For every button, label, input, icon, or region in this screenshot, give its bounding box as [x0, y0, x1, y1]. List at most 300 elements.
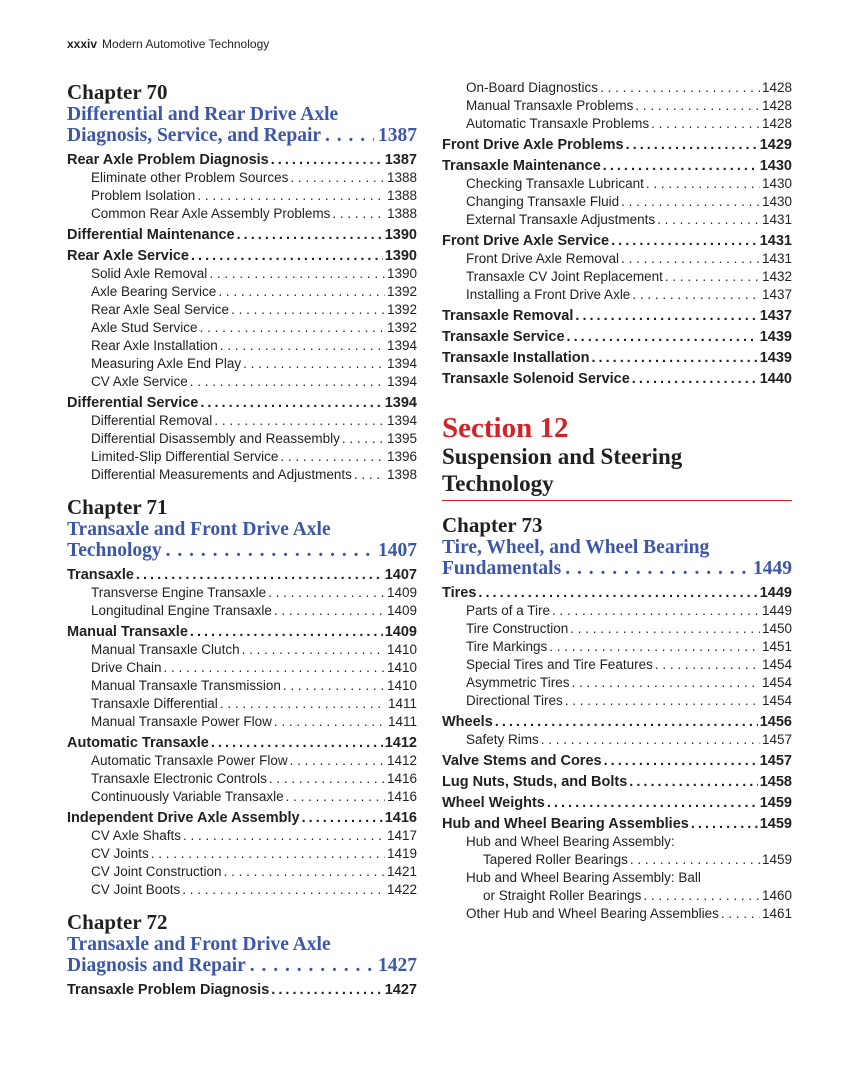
dot-leader — [200, 394, 382, 412]
entry-page-number: 1451 — [761, 639, 792, 654]
chapter-heading — [442, 514, 792, 579]
dot-leader — [243, 355, 385, 373]
toc-sub-entry[interactable] — [67, 584, 417, 602]
entry-title: Differential Removal — [91, 413, 213, 428]
dot-leader — [242, 641, 385, 659]
dot-leader — [220, 695, 386, 713]
chapter-title-line[interactable] — [67, 125, 417, 146]
toc-sub-entry[interactable] — [67, 677, 417, 695]
entry-page-number: 1437 — [761, 287, 792, 302]
toc-sub-entry[interactable] — [442, 692, 792, 710]
entry-page-number: 1396 — [386, 449, 417, 464]
toc-sub-entry[interactable] — [67, 713, 417, 731]
entry-page-number: 1394 — [386, 338, 417, 353]
toc-main-entry[interactable] — [442, 157, 792, 175]
entry-page-number: 1419 — [386, 846, 417, 861]
dot-leader — [721, 905, 760, 923]
entry-page-number: 1392 — [386, 320, 417, 335]
entry-title: Transaxle Electronic Controls — [91, 771, 267, 786]
dot-leader — [197, 187, 385, 205]
toc-sub-entry[interactable] — [67, 448, 417, 466]
dot-leader — [269, 770, 385, 788]
entry-title: Transaxle Maintenance — [442, 158, 601, 174]
dot-leader — [655, 656, 760, 674]
entry-page-number: 1450 — [761, 621, 792, 636]
entry-page-number: 1394 — [386, 356, 417, 371]
toc-sub-entry[interactable] — [67, 169, 417, 187]
entry-title: Transaxle Removal — [442, 308, 574, 324]
entry-page-number: 1416 — [384, 810, 417, 826]
toc-sub-entry[interactable] — [67, 319, 417, 337]
entry-title: Axle Bearing Service — [91, 284, 217, 299]
dot-leader — [565, 558, 749, 579]
toc-sub-entry[interactable] — [67, 430, 417, 448]
dot-leader — [218, 283, 385, 301]
toc-main-entry[interactable] — [67, 809, 417, 827]
dot-leader — [626, 136, 758, 154]
toc-sub-entry[interactable] — [67, 466, 417, 484]
dot-leader — [283, 677, 385, 695]
dot-leader — [214, 412, 385, 430]
toc-sub-entry[interactable] — [442, 250, 792, 268]
toc-sub-entry[interactable] — [442, 731, 792, 749]
entry-page-number: 1390 — [386, 266, 417, 281]
dot-leader — [268, 584, 385, 602]
dot-leader — [211, 734, 383, 752]
dot-leader — [286, 788, 385, 806]
chapter-page-number: 1407 — [378, 540, 417, 561]
entry-title: Asymmetric Tires — [466, 675, 570, 690]
toc-main-entry[interactable] — [442, 232, 792, 250]
dot-leader — [302, 809, 383, 827]
dot-leader — [629, 773, 757, 791]
entry-title: Safety Rims — [466, 732, 539, 747]
entry-title: Tire Markings — [466, 639, 548, 654]
entry-title: Solid Axle Removal — [91, 266, 208, 281]
dot-leader — [567, 328, 758, 346]
chapter-label: Chapter 73 — [442, 513, 543, 537]
dot-leader — [325, 125, 374, 146]
section-title-line: Suspension and Steering — [442, 444, 683, 469]
entry-page-number: 1421 — [386, 864, 417, 879]
entry-title: CV Joint Construction — [91, 864, 222, 879]
entry-title: Tires — [442, 585, 477, 601]
toc-sub-entry[interactable] — [442, 211, 792, 229]
entry-title: Front Drive Axle Removal — [466, 251, 620, 266]
dot-leader — [290, 752, 385, 770]
entry-title: Independent Drive Axle Assembly — [67, 810, 300, 826]
entry-title: Manual Transaxle Clutch — [91, 642, 240, 657]
entry-title: Transaxle Service — [442, 329, 565, 345]
toc-main-entry[interactable] — [442, 349, 792, 367]
entry-page-number: 1407 — [384, 567, 417, 583]
toc-sub-entry[interactable] — [442, 175, 792, 193]
toc-sub-entry[interactable] — [442, 656, 792, 674]
toc-sub-entry[interactable] — [67, 412, 417, 430]
entry-title: Automatic Transaxle Power Flow — [91, 753, 288, 768]
entry-page-number: 1457 — [759, 753, 792, 769]
dot-leader — [657, 211, 760, 229]
dot-leader — [549, 638, 760, 656]
entry-page-number: 1449 — [761, 603, 792, 618]
dot-leader — [342, 430, 385, 448]
entry-title: Common Rear Axle Assembly Problems — [91, 206, 331, 221]
toc-sub-entry[interactable] — [442, 79, 792, 97]
entry-title: Problem Isolation — [91, 188, 196, 203]
toc-right-column — [442, 79, 792, 923]
dot-leader — [495, 713, 758, 731]
entry-title: Hub and Wheel Bearing Assemblies — [442, 816, 689, 832]
entry-title: Transaxle Problem Diagnosis — [67, 982, 270, 998]
entry-title: Other Hub and Wheel Bearing Assemblies — [466, 906, 719, 921]
chapter-title-text: Fundamentals — [442, 558, 562, 579]
dot-leader — [632, 370, 758, 388]
dot-leader — [646, 175, 760, 193]
dot-leader — [600, 79, 760, 97]
section-title-line: Technology — [442, 471, 554, 496]
entry-title: Limited-Slip Differential Service — [91, 449, 279, 464]
entry-page-number: 1417 — [386, 828, 417, 843]
entry-title: CV Joints — [91, 846, 149, 861]
entry-page-number: 1395 — [386, 431, 417, 446]
book-title: Modern Automotive Technology — [102, 37, 270, 51]
toc-main-entry[interactable] — [67, 623, 417, 641]
toc-sub-entry[interactable] — [67, 845, 417, 863]
dot-leader — [274, 713, 386, 731]
entry-page-number: 1429 — [759, 137, 792, 153]
chapter-title-text: Tire, Wheel, and Wheel Bearing — [442, 537, 710, 558]
entry-title: Valve Stems and Cores — [442, 753, 602, 769]
entry-title: Manual Transaxle Problems — [466, 98, 634, 113]
section-heading — [442, 413, 792, 501]
dot-leader — [354, 466, 385, 484]
dot-leader — [250, 955, 374, 976]
entry-page-number: 1439 — [759, 329, 792, 345]
dot-leader — [575, 307, 757, 325]
toc-sub-entry[interactable] — [67, 301, 417, 319]
entry-title: Installing a Front Drive Axle — [466, 287, 631, 302]
entry-title: Manual Transaxle Power Flow — [91, 714, 272, 729]
entry-title: Transverse Engine Transaxle — [91, 585, 267, 600]
chapter-title-line[interactable] — [442, 558, 792, 579]
dot-leader — [621, 193, 760, 211]
dot-leader — [621, 250, 760, 268]
toc-sub-entry[interactable] — [67, 205, 417, 223]
entry-title: Rear Axle Problem Diagnosis — [67, 152, 269, 168]
toc-main-entry[interactable] — [67, 151, 417, 169]
entry-page-number: 1416 — [386, 789, 417, 804]
entry-title: Measuring Axle End Play — [91, 356, 242, 371]
entry-title: Eliminate other Problem Sources — [91, 170, 289, 185]
entry-title: Continuously Variable Transaxle — [91, 789, 284, 804]
entry-page-number: 1431 — [759, 233, 792, 249]
entry-page-number: 1458 — [759, 774, 792, 790]
entry-page-number: 1387 — [384, 152, 417, 168]
chapter-title-line[interactable] — [67, 540, 417, 561]
chapter-title-line — [67, 104, 417, 125]
entry-title: Wheels — [442, 714, 493, 730]
entry-title: or Straight Roller Bearings — [483, 888, 642, 903]
toc-sub-entry[interactable] — [442, 97, 792, 115]
entry-title: Parts of a Tire — [466, 603, 551, 618]
entry-title: CV Axle Service — [91, 374, 188, 389]
toc-main-entry[interactable] — [67, 566, 417, 584]
entry-title: Manual Transaxle Transmission — [91, 678, 281, 693]
toc-main-entry[interactable] — [442, 773, 792, 791]
entry-page-number: 1390 — [384, 227, 417, 243]
entry-page-number: 1409 — [386, 603, 417, 618]
dot-leader — [572, 674, 760, 692]
entry-title: Changing Transaxle Fluid — [466, 194, 620, 209]
entry-page-number: 1454 — [761, 675, 792, 690]
dot-leader — [630, 851, 760, 869]
chapter-title-text: Technology — [67, 540, 162, 561]
toc-sub-entry[interactable] — [67, 863, 417, 881]
toc-main-entry[interactable] — [67, 226, 417, 244]
entry-page-number: 1422 — [386, 882, 417, 897]
entry-title: Transaxle Solenoid Service — [442, 371, 630, 387]
entry-title: Rear Axle Installation — [91, 338, 218, 353]
toc-sub-entry[interactable] — [442, 286, 792, 304]
entry-page-number: 1430 — [759, 158, 792, 174]
toc-sub-entry[interactable] — [67, 881, 417, 899]
entry-title: Checking Transaxle Lubricant — [466, 176, 644, 191]
entry-page-number: 1388 — [386, 170, 417, 185]
entry-title: Front Drive Axle Problems — [442, 137, 624, 153]
dot-leader — [611, 232, 758, 250]
entry-page-number: 1388 — [386, 206, 417, 221]
entry-title: Differential Disassembly and Reassembly — [91, 431, 340, 446]
entry-title: CV Axle Shafts — [91, 828, 182, 843]
page-number: xxxiv — [67, 37, 98, 51]
entry-page-number: 1440 — [759, 371, 792, 387]
entry-title: Directional Tires — [466, 693, 563, 708]
chapter-title-text: Transaxle and Front Drive Axle — [67, 934, 331, 955]
entry-title: Tapered Roller Bearings — [483, 852, 628, 867]
toc-sub-entry[interactable] — [442, 851, 792, 869]
toc-main-entry[interactable] — [442, 815, 792, 833]
entry-title: External Transaxle Adjustments — [466, 212, 656, 227]
toc-sub-entry[interactable] — [442, 268, 792, 286]
dot-leader — [191, 247, 383, 265]
chapter-title-text: Transaxle and Front Drive Axle — [67, 519, 331, 540]
entry-title: Lug Nuts, Studs, and Bolts — [442, 774, 628, 790]
toc-sub-entry[interactable] — [67, 187, 417, 205]
toc-entry-lead-in: Hub and Wheel Bearing Assembly: Ball — [466, 870, 701, 885]
entry-page-number: 1394 — [386, 413, 417, 428]
toc-main-entry[interactable] — [442, 713, 792, 731]
dot-leader — [182, 881, 385, 899]
toc-main-entry[interactable] — [442, 752, 792, 770]
chapter-page-number: 1427 — [378, 955, 417, 976]
toc-main-entry[interactable] — [67, 247, 417, 265]
toc-sub-entry[interactable] — [442, 620, 792, 638]
dot-leader — [190, 373, 385, 391]
entry-page-number: 1412 — [386, 753, 417, 768]
dot-leader — [166, 540, 374, 561]
dot-leader — [603, 157, 758, 175]
entry-title: Automatic Transaxle — [67, 735, 209, 751]
entry-title: Axle Stud Service — [91, 320, 198, 335]
entry-page-number: 1432 — [761, 269, 792, 284]
toc-main-entry[interactable] — [442, 328, 792, 346]
entry-page-number: 1410 — [386, 660, 417, 675]
dot-leader — [570, 620, 760, 638]
chapter-title-line[interactable] — [67, 955, 417, 976]
dot-leader — [231, 301, 385, 319]
entry-page-number: 1454 — [761, 657, 792, 672]
toc-sub-entry[interactable] — [67, 337, 417, 355]
chapter-title-line — [67, 934, 417, 955]
entry-title: CV Joint Boots — [91, 882, 181, 897]
dot-leader — [151, 845, 385, 863]
toc-left-column — [67, 81, 417, 999]
toc-sub-entry[interactable] — [442, 193, 792, 211]
chapter-title-line — [442, 537, 792, 558]
toc-sub-entry[interactable] — [67, 265, 417, 283]
toc-entry-lead-in: Hub and Wheel Bearing Assembly: — [466, 834, 675, 849]
dot-leader — [565, 692, 760, 710]
entry-page-number: 1459 — [759, 816, 792, 832]
entry-page-number: 1390 — [384, 248, 417, 264]
dot-leader — [547, 794, 758, 812]
entry-page-number: 1388 — [386, 188, 417, 203]
entry-title: Longitudinal Engine Transaxle — [91, 603, 272, 618]
chapter-title-line — [67, 519, 417, 540]
entry-page-number: 1427 — [384, 982, 417, 998]
toc-main-entry[interactable] — [67, 981, 417, 999]
entry-title: Drive Chain — [91, 660, 162, 675]
dot-leader — [274, 602, 385, 620]
entry-page-number: 1449 — [759, 585, 792, 601]
toc-sub-entry[interactable] — [67, 770, 417, 788]
entry-title: Wheel Weights — [442, 795, 545, 811]
dot-leader — [209, 265, 385, 283]
entry-title: Transaxle Installation — [442, 350, 590, 366]
toc-sub-entry[interactable] — [67, 283, 417, 301]
dot-leader — [271, 981, 382, 999]
toc-main-entry[interactable] — [442, 136, 792, 154]
toc-sub-entry[interactable] — [67, 695, 417, 713]
toc-sub-entry[interactable] — [67, 659, 417, 677]
toc-sub-entry[interactable] — [442, 674, 792, 692]
dot-leader — [280, 448, 385, 466]
entry-page-number: 1412 — [384, 735, 417, 751]
entry-title: Transaxle CV Joint Replacement — [466, 269, 663, 284]
dot-leader — [651, 115, 760, 133]
entry-page-number: 1411 — [387, 696, 417, 711]
toc-main-entry[interactable] — [67, 734, 417, 752]
toc-sub-entry[interactable] — [67, 752, 417, 770]
dot-leader — [691, 815, 758, 833]
section-label: Section 12 — [442, 412, 569, 444]
dot-leader — [632, 286, 760, 304]
dot-leader — [190, 623, 383, 641]
dot-leader — [643, 887, 760, 905]
dot-leader — [271, 151, 383, 169]
dot-leader — [604, 752, 758, 770]
dot-leader — [136, 566, 383, 584]
entry-page-number: 1394 — [386, 374, 417, 389]
entry-title: Front Drive Axle Service — [442, 233, 610, 249]
entry-page-number: 1437 — [759, 308, 792, 324]
dot-leader — [224, 863, 385, 881]
entry-title: Rear Axle Seal Service — [91, 302, 230, 317]
dot-leader — [183, 827, 385, 845]
dot-leader — [290, 169, 385, 187]
chapter-page-number: 1387 — [378, 125, 417, 146]
entry-page-number: 1430 — [761, 194, 792, 209]
dot-leader — [220, 337, 385, 355]
chapter-label: Chapter 72 — [67, 910, 168, 934]
dot-leader — [200, 319, 385, 337]
entry-page-number: 1392 — [386, 284, 417, 299]
toc-sub-entry[interactable] — [67, 355, 417, 373]
entry-title: Transaxle — [67, 567, 134, 583]
chapter-title-text: Diagnosis and Repair — [67, 955, 246, 976]
toc-sub-entry[interactable] — [442, 905, 792, 923]
entry-title: Differential Service — [67, 395, 199, 411]
toc-main-entry[interactable] — [442, 584, 792, 602]
dot-leader — [635, 97, 760, 115]
toc-sub-entry[interactable] — [67, 373, 417, 391]
entry-title: Tire Construction — [466, 621, 569, 636]
toc-sub-entry[interactable] — [67, 602, 417, 620]
dot-leader — [237, 226, 383, 244]
entry-page-number: 1409 — [384, 624, 417, 640]
dot-leader — [665, 268, 760, 286]
section-divider — [442, 500, 792, 501]
toc-main-entry[interactable] — [442, 307, 792, 325]
entry-page-number: 1410 — [386, 642, 417, 657]
toc-sub-entry[interactable] — [442, 602, 792, 620]
entry-page-number: 1454 — [761, 693, 792, 708]
toc-sub-entry[interactable] — [67, 827, 417, 845]
chapter-label: Chapter 70 — [67, 80, 168, 104]
entry-page-number: 1409 — [386, 585, 417, 600]
chapter-title-text: Diagnosis, Service, and Repair — [67, 125, 322, 146]
toc-main-entry[interactable] — [442, 370, 792, 388]
entry-title: Differential Measurements and Adjustments — [91, 467, 352, 482]
toc-main-entry[interactable] — [67, 394, 417, 412]
entry-title: Rear Axle Service — [67, 248, 189, 264]
entry-page-number: 1411 — [387, 714, 417, 729]
chapter-title-text: Differential and Rear Drive Axle — [67, 104, 339, 125]
toc-sub-entry[interactable] — [442, 115, 792, 133]
entry-page-number: 1457 — [761, 732, 792, 747]
toc-sub-entry[interactable] — [442, 887, 792, 905]
dot-leader — [541, 731, 760, 749]
dot-leader — [332, 205, 385, 223]
entry-title: Transaxle Differential — [91, 696, 218, 711]
entry-page-number: 1439 — [759, 350, 792, 366]
toc-sub-entry[interactable] — [67, 641, 417, 659]
toc-sub-entry[interactable] — [67, 788, 417, 806]
entry-page-number: 1398 — [386, 467, 417, 482]
chapter-page-number: 1449 — [753, 558, 792, 579]
entry-page-number: 1460 — [761, 888, 792, 903]
entry-title: Manual Transaxle — [67, 624, 188, 640]
entry-page-number: 1456 — [759, 714, 792, 730]
entry-page-number: 1394 — [384, 395, 417, 411]
entry-page-number: 1410 — [386, 678, 417, 693]
toc-sub-entry[interactable] — [442, 638, 792, 656]
entry-page-number: 1459 — [759, 795, 792, 811]
chapter-heading — [67, 496, 417, 561]
entry-page-number: 1428 — [761, 98, 792, 113]
chapter-heading — [67, 81, 417, 146]
toc-main-entry[interactable] — [442, 794, 792, 812]
